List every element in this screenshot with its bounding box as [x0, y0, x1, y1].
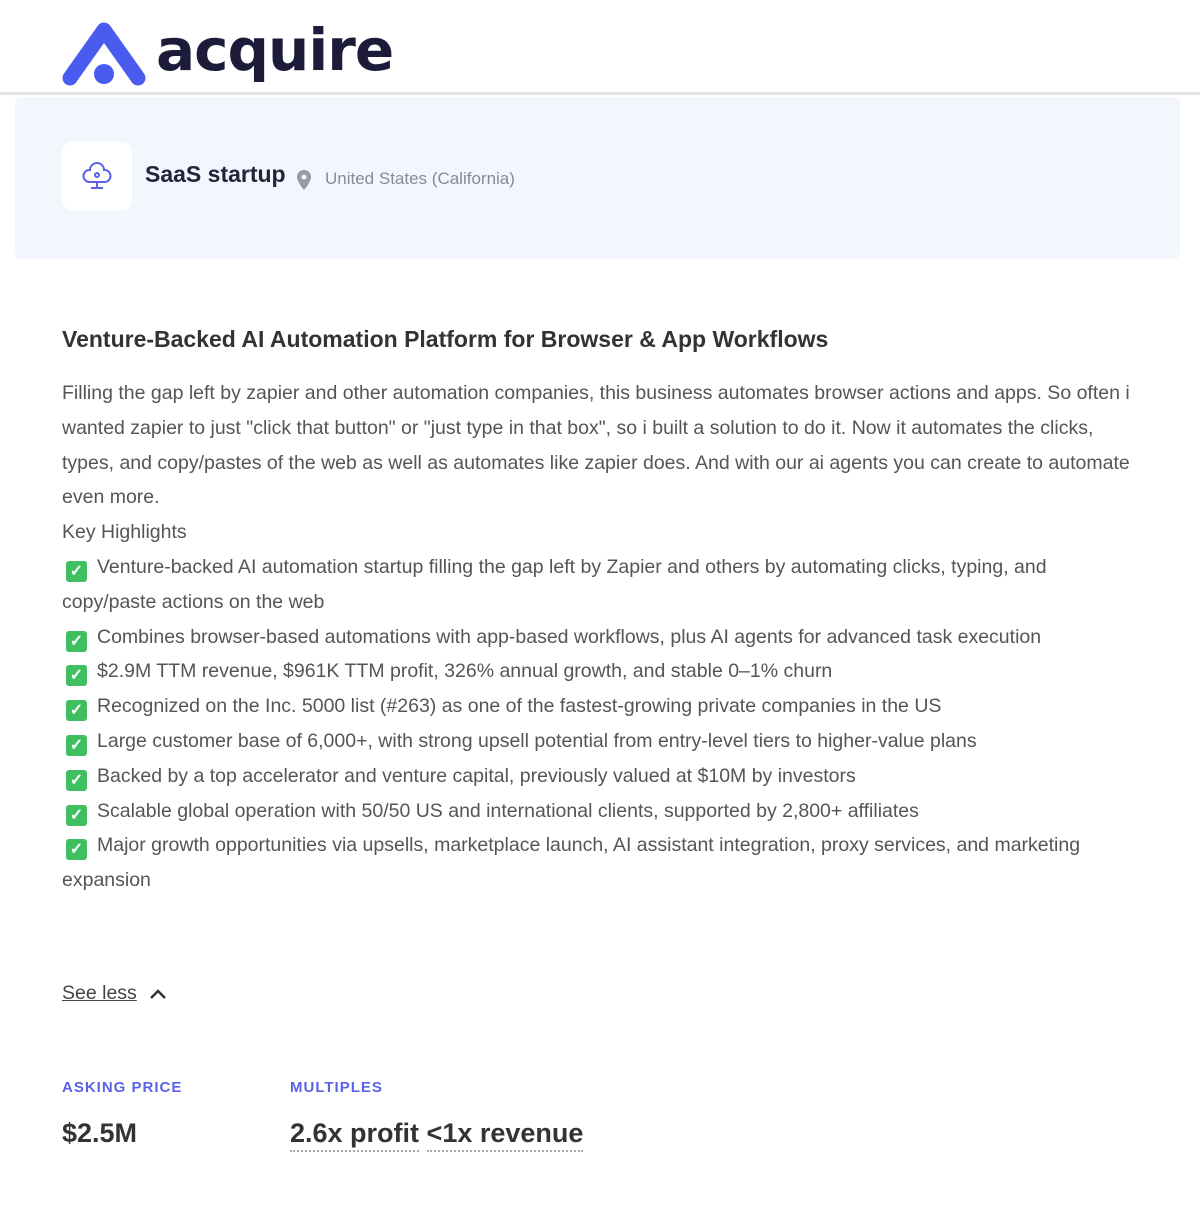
location-pin-icon [295, 169, 313, 191]
highlight-text: Venture-backed AI automation startup filling the gap left by Zapier and others by automating clicks, typing, and copy/paste actions on the web [62, 555, 1047, 613]
logo-mark-icon [62, 22, 146, 86]
highlight-item [62, 828, 1132, 898]
check-box-icon: ✓ [66, 561, 87, 582]
acquire-logo[interactable] [62, 16, 394, 86]
check-box-icon: ✓ [66, 770, 87, 791]
highlight-text: Large customer base of 6,000+, with strong upsell potential from entry-level tiers to higher-value plans [97, 729, 977, 752]
multiples-label: MULTIPLES [290, 1079, 383, 1096]
highlight-text: $2.9M TTM revenue, $961K TTM profit, 326% annual growth, and stable 0–1% churn [97, 660, 833, 683]
listing-description [62, 376, 1132, 898]
chevron-up-icon [147, 986, 169, 1002]
check-box-icon: ✓ [66, 839, 87, 860]
asking-price-label: ASKING PRICE [62, 1079, 183, 1096]
cloud-robot-icon [79, 158, 115, 194]
highlight-item [62, 689, 1132, 724]
listing-category: SaaS startup [145, 161, 286, 187]
see-less-link[interactable] [62, 982, 169, 1005]
see-less-label: See less [62, 982, 137, 1004]
description-text: Filling the gap left by zapier and other automation companies, this business automates browser actions and apps. So often i wanted zapier to just "click that button" or "just type in that box", so i built a solution to do it. Now it automates the clicks, types, and copy/pastes of the web as well as automates like zapier does. And with our ai agents you can create to automate even more. [62, 382, 1130, 509]
highlights-list [62, 550, 1132, 898]
highlight-item [62, 620, 1132, 655]
highlight-text: Combines browser-based automations with app-based workflows, plus AI agents for advanced task execution [97, 625, 1042, 648]
revenue-multiple[interactable]: <1x revenue [427, 1118, 584, 1152]
check-box-icon: ✓ [66, 665, 87, 686]
listing-title: Venture-Backed AI Automation Platform for Browser & App Workflows [62, 326, 829, 352]
asking-price-value: $2.5M [62, 1118, 138, 1148]
check-box-icon: ✓ [66, 631, 87, 652]
highlight-text: Recognized on the Inc. 5000 list (#263) as one of the fastest-growing private companies in the US [97, 695, 942, 718]
highlight-item [62, 759, 1132, 794]
listing-header-card [15, 97, 1180, 259]
highlight-item [62, 794, 1132, 829]
profit-multiple[interactable]: 2.6x profit [290, 1118, 419, 1152]
highlight-item [62, 550, 1132, 620]
listing-location: United States (California) [325, 169, 515, 188]
highlight-text: Scalable global operation with 50/50 US and international clients, supported by 2,800+ affiliates [97, 799, 919, 822]
highlight-text: Major growth opportunities via upsells, marketplace launch, AI assistant integration, proxy services, and marketing expansion [62, 834, 1081, 892]
company-icon [62, 142, 132, 210]
check-box-icon: ✓ [66, 700, 87, 721]
highlight-item [62, 654, 1132, 689]
highlight-text: Backed by a top accelerator and venture capital, previously valued at $10M by investors [97, 764, 856, 787]
header [0, 0, 1200, 95]
highlight-item [62, 724, 1132, 759]
highlights-heading: Key Highlights [62, 521, 187, 544]
check-box-icon: ✓ [66, 805, 87, 826]
logo-text: acquire [156, 16, 394, 84]
check-box-icon: ✓ [66, 735, 87, 756]
